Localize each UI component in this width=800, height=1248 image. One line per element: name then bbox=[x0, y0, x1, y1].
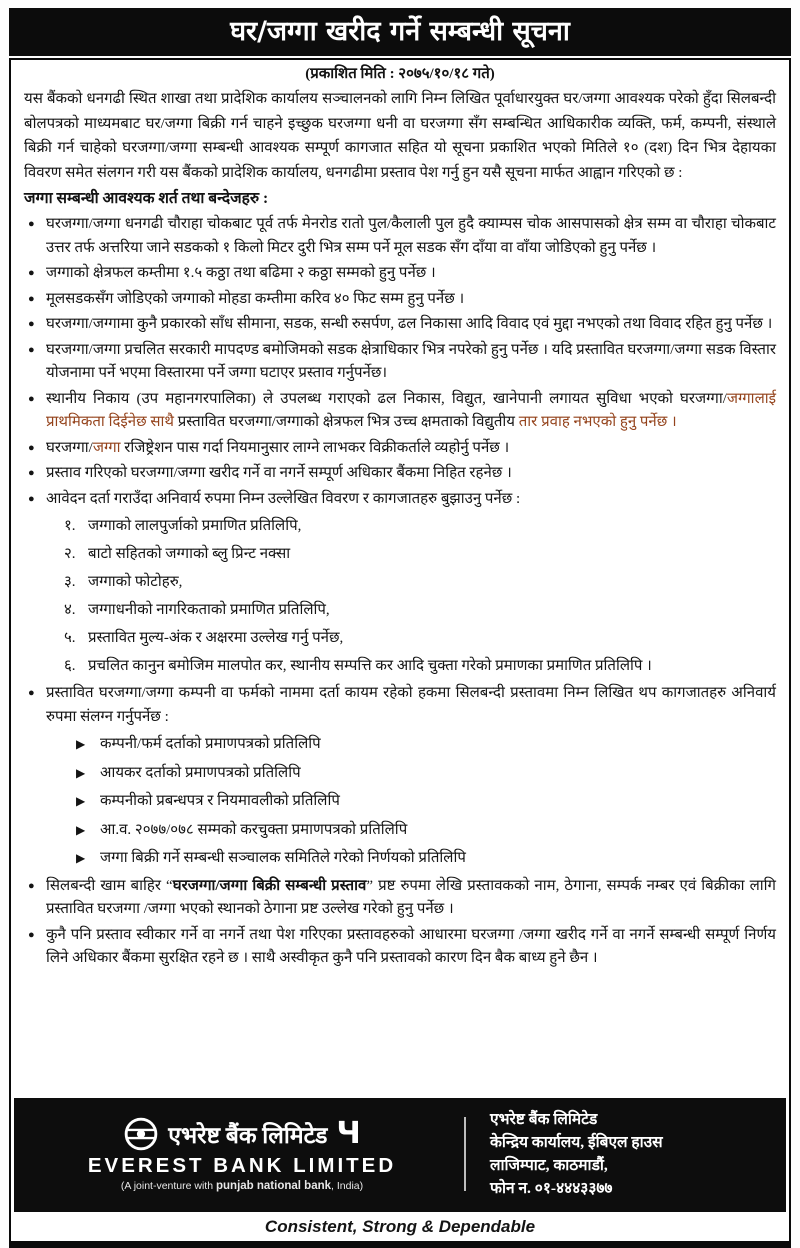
address-line: लाजिम्पाट, काठमाडौं, bbox=[490, 1157, 608, 1174]
condition-item bbox=[24, 924, 776, 971]
arrow-marker: ▶ bbox=[76, 851, 86, 865]
jv-pre: (A joint-venture with bbox=[120, 1180, 216, 1192]
item-text: जग्गाको लालपुर्जाको प्रमाणित प्रतिलिपि, bbox=[88, 518, 302, 534]
item-text: घरजग्गा/जग्गामा कुनै प्रकारको साँध सीमाना, सडक, सन्धी रुसर्पण, ढल निकासा आदि विवाद एवं मुद्दा नभएको तथा विवाद रहित हुनु पर्नेछ । bbox=[46, 316, 773, 332]
bank-footer bbox=[14, 1098, 786, 1212]
conditions-heading: जग्गा सम्बन्धी आवश्यक शर्त तथा बन्देजहरु : bbox=[24, 190, 269, 207]
arrow-marker: ▶ bbox=[76, 765, 86, 780]
condition-item bbox=[24, 875, 776, 922]
item-text: जग्गाको क्षेत्रफल कम्तीमा १.५ कठ्ठा तथा बढिमा २ कठ्ठा सम्मको हुनु पर्नेछ । bbox=[46, 265, 436, 281]
bullet-marker: ● bbox=[28, 441, 35, 454]
address-line: फोन न. ०१-४४४३३७७ bbox=[490, 1180, 613, 1197]
numbered-marker: ४. bbox=[64, 602, 76, 618]
bullet-marker: ● bbox=[28, 928, 35, 941]
bank-logo-row bbox=[123, 1116, 360, 1152]
bank-tagline: Consistent, Strong & Dependable bbox=[11, 1214, 789, 1241]
item-text: कम्पनीको प्रबन्धपत्र र नियमावलीको प्रतिलिपि bbox=[100, 793, 340, 809]
bullet-marker: ● bbox=[28, 343, 35, 356]
published-date: (प्रकाशित मिति : २०७५/१०/१८ गते) bbox=[305, 66, 495, 82]
condition-item bbox=[24, 388, 776, 435]
bullet-marker: ● bbox=[28, 467, 35, 479]
numbered-marker: ३. bbox=[64, 574, 76, 590]
company-doc-item bbox=[24, 760, 776, 788]
item-text: स्थानीय निकाय (उप महानगरपालिका) ले उपलब्ध गराएको ढल निकास, विद्युत, खानेपानी लगायत सुविधा भएको घरजग्गा/जग्गालाई प्राथमिकता दिईनेछ साथै प्रस्तावित घरजग्गा/जग्गाको क्षेत्रफल भित्र उच्च क्षमताको विद्युतीय तार प्रवाह नभएको हुनु पर्नेछ । bbox=[46, 390, 776, 430]
item-text: जग्गाको फोटोहरु, bbox=[88, 574, 183, 590]
bullet-marker: ● bbox=[28, 218, 35, 230]
numbered-marker: ६. bbox=[64, 658, 76, 674]
condition-item bbox=[24, 437, 776, 461]
arrow-marker: ▶ bbox=[76, 737, 86, 751]
item-text: कम्पनी/फर्म दर्ताको प्रमाणपत्रको प्रतिलिपि bbox=[100, 736, 321, 752]
item-text: जग्गाधनीको नागरिकताको प्रमाणित प्रतिलिपि, bbox=[88, 602, 330, 618]
condition-item bbox=[24, 313, 776, 337]
item-text: प्रस्तावित मुल्य-अंक र अक्षरमा उल्लेख गर्नु पर्नेछ, bbox=[88, 630, 344, 646]
item-text: कुनै पनि प्रस्ताव स्वीकार गर्ने वा नगर्ने तथा पेश गरिएका प्रस्तावहरुको आधारमा घरजग्गा /जग्गा खरीद गर्ने वा नगर्ने सम्बन्धी सम्पूर्ण निर्णय लिने अधिकार बैंकमा सुरक्षित रहने छ । साथै अस्वीकृत कुनै पनि प्रस्तावको कारण दिन बैक बाध्य हुने छैन । bbox=[46, 926, 776, 966]
joint-venture-line bbox=[121, 1180, 363, 1192]
item-text: घरजग्गा/जग्गा प्रचलित सरकारी मापदण्ड बमोजिमको सडक क्षेत्राधिकार भित्र नपरेको हुनु पर्नेछ । यदि प्रस्तावित घरजग्गा/जग्गा सडक विस्तार योजनामा पर्ने भएमा विस्तारमा पर्ने जग्गा घटाएर प्रस्ताव गर्नुपर्नेछ। bbox=[46, 341, 776, 381]
arrow-marker: ▶ bbox=[76, 822, 86, 837]
required-doc-item bbox=[24, 625, 776, 652]
numbered-marker: १. bbox=[64, 518, 76, 534]
notice-frame bbox=[9, 58, 791, 1248]
company-doc-item bbox=[24, 817, 776, 845]
pnb-logo-icon: Ч bbox=[336, 1116, 361, 1151]
address-line: एभरेष्ट बैंक लिमिटेड bbox=[490, 1111, 598, 1128]
bullet-marker: ● bbox=[28, 318, 35, 330]
item-text: मूलसडकसँग जोडिएको जग्गाको मोहडा कम्तीमा करिव ४० फिट सम्म हुनु पर्नेछ । bbox=[46, 290, 465, 307]
required-doc-item bbox=[24, 513, 776, 540]
bank-logo-block bbox=[22, 1116, 462, 1192]
item-text: प्रस्ताव गरिएको घरजग्गा/जग्गा खरीद गर्ने वा नगर्ने सम्पूर्ण अधिकार बैंकमा निहित रहनेछ । bbox=[46, 465, 512, 481]
footer-divider bbox=[464, 1117, 466, 1191]
item-text: जग्गा बिक्री गर्ने सम्बन्धी सञ्चालक समितिले गरेको निर्णयको प्रतिलिपि bbox=[100, 850, 466, 866]
bank-address-block bbox=[468, 1108, 778, 1200]
jv-post: , India) bbox=[331, 1180, 364, 1192]
condition-item bbox=[24, 288, 776, 312]
arrow-marker: ▶ bbox=[76, 794, 86, 808]
notice-title: घर/जग्गा खरीद गर्ने सम्बन्धी सूचना bbox=[230, 16, 570, 47]
item-text: घरजग्गा/जग्गा रजिष्ट्रेशन पास गर्दा नियमानुसार लाग्ने लाभकर विक्रीकर्ताले व्यहोर्नु पर्नेछ । bbox=[46, 439, 510, 456]
condition-item bbox=[24, 462, 776, 486]
item-text: प्रस्तावित घरजग्गा/जग्गा कम्पनी वा फर्मको नाममा दर्ता कायम रहेको हकमा सिलबन्दी प्रस्तावमा निम्न लिखित थप कागजातहरु अनिवार्य रुपमा संलग्न गर्नुपर्नेछ : bbox=[46, 685, 776, 725]
bullet-marker: ● bbox=[28, 687, 35, 699]
item-text: आवेदन दर्ता गराउँदा अनिवार्य रुपमा निम्न उल्लेखित विवरण र कागजातहरु बुझाउनु पर्नेछ : bbox=[46, 490, 521, 507]
item-text: प्रचलित कानुन बमोजिम मालपोत कर, स्थानीय सम्पत्ति कर आदि चुक्ता गरेको प्रमाणका प्रमाणित प्रतिलिपि । bbox=[88, 658, 652, 674]
condition-item bbox=[24, 262, 776, 286]
required-doc-item bbox=[24, 541, 776, 568]
notice-title-bar bbox=[9, 8, 791, 56]
item-text: सिलबन्दी खाम बाहिर “घरजग्गा/जग्गा बिक्री सम्बन्धी प्रस्ताव” प्रष्ट रुपमा लेखि प्रस्तावकको नाम, ठेगाना, सम्पर्क नम्बर एवं बिक्रीका लागि प्रस्तावित घरजग्गा /जग्गा भएको स्थानको ठेगाना प्रष्ट उल्लेख गरेको हुनु पर्नेछ । bbox=[46, 877, 776, 917]
notice-body bbox=[11, 60, 789, 1096]
numbered-marker: ५. bbox=[64, 630, 76, 646]
required-doc-item bbox=[24, 653, 776, 680]
condition-item bbox=[24, 213, 776, 260]
bullet-marker: ● bbox=[28, 267, 35, 279]
jv-partner: punjab national bank bbox=[216, 1180, 332, 1192]
condition-item bbox=[24, 682, 776, 729]
item-text: आ.व. २०७७/०७८ सम्मको करचुक्ता प्रमाणपत्रको प्रतिलिपि bbox=[100, 821, 408, 838]
required-doc-item bbox=[24, 597, 776, 624]
conditions-list bbox=[24, 213, 776, 971]
required-doc-item bbox=[24, 569, 776, 596]
item-text: घरजग्गा/जग्गा धनगढी चौराहा चोकबाट पूर्व तर्फ मेनरोड रातो पुल/कैलाली पुल हुदै क्याम्पस चोक आसपासको क्षेत्र सम्म वा चौराहा चोकबाट उत्तर तर्फ अत्तरिया जाने सडकको १ किलो मिटर दुरी भित्र सम्म पर्ने मूल सडक सँग दाँया वा वाँया जोडिएको हुनु पर्नेछ । bbox=[46, 216, 776, 256]
bank-name-english: EVEREST BANK LIMITED bbox=[87, 1154, 397, 1177]
company-doc-item bbox=[24, 731, 776, 759]
bullet-marker: ● bbox=[28, 392, 35, 405]
bank-name-nepali: एभरेष्ट बैंक लिमिटेड bbox=[168, 1123, 328, 1148]
bullet-marker: ● bbox=[28, 292, 35, 305]
item-text: आयकर दर्ताको प्रमाणपत्रको प्रतिलिपि bbox=[100, 764, 301, 781]
bullet-marker: ● bbox=[28, 879, 35, 892]
item-text: बाटो सहितको जग्गाको ब्लु प्रिन्ट नक्सा bbox=[88, 546, 291, 562]
everest-bank-globe-icon bbox=[123, 1116, 159, 1152]
company-doc-item bbox=[24, 788, 776, 816]
address-line: केन्द्रिय कार्यालय, ईबिएल हाउस bbox=[490, 1134, 663, 1151]
condition-item bbox=[24, 339, 776, 386]
condition-item bbox=[24, 488, 776, 512]
company-doc-item bbox=[24, 845, 776, 873]
numbered-marker: २. bbox=[64, 546, 76, 562]
bullet-marker: ● bbox=[28, 492, 35, 505]
intro-paragraph: यस बैंकको धनगढी स्थित शाखा तथा प्रादेशिक कार्यालय सञ्चालनको लागि निम्न लिखित पूर्वाधारयुक्त घर/जग्गा आवश्यक परेको हुँदा सिलबन्दी बोलपत्रको माध्यमबाट घर/जग्गा बिक्री गर्न चाहने इच्छुक घरजग्गा धनी वा घरजग्गा सँग सम्बन्धित आधिकारीक व्यक्ति, फर्म, कम्पनी, संस्थाले बिक्री गर्न चाहेको घरजग्गा/जग्गा सम्बन्धी आवश्यक सम्पूर्ण कागजात सहित यो सूचना प्रकाशित भएको मितिले १० (दश) दिन भित्र देहायका विवरण समेत संलगन गरी यस बैंकको प्रादेशिक कार्यालय, धनगढीमा प्रस्ताव पेश गर्नु हुन यसै सूचना मार्फत आह्वान गरिएको छ : bbox=[24, 91, 776, 181]
